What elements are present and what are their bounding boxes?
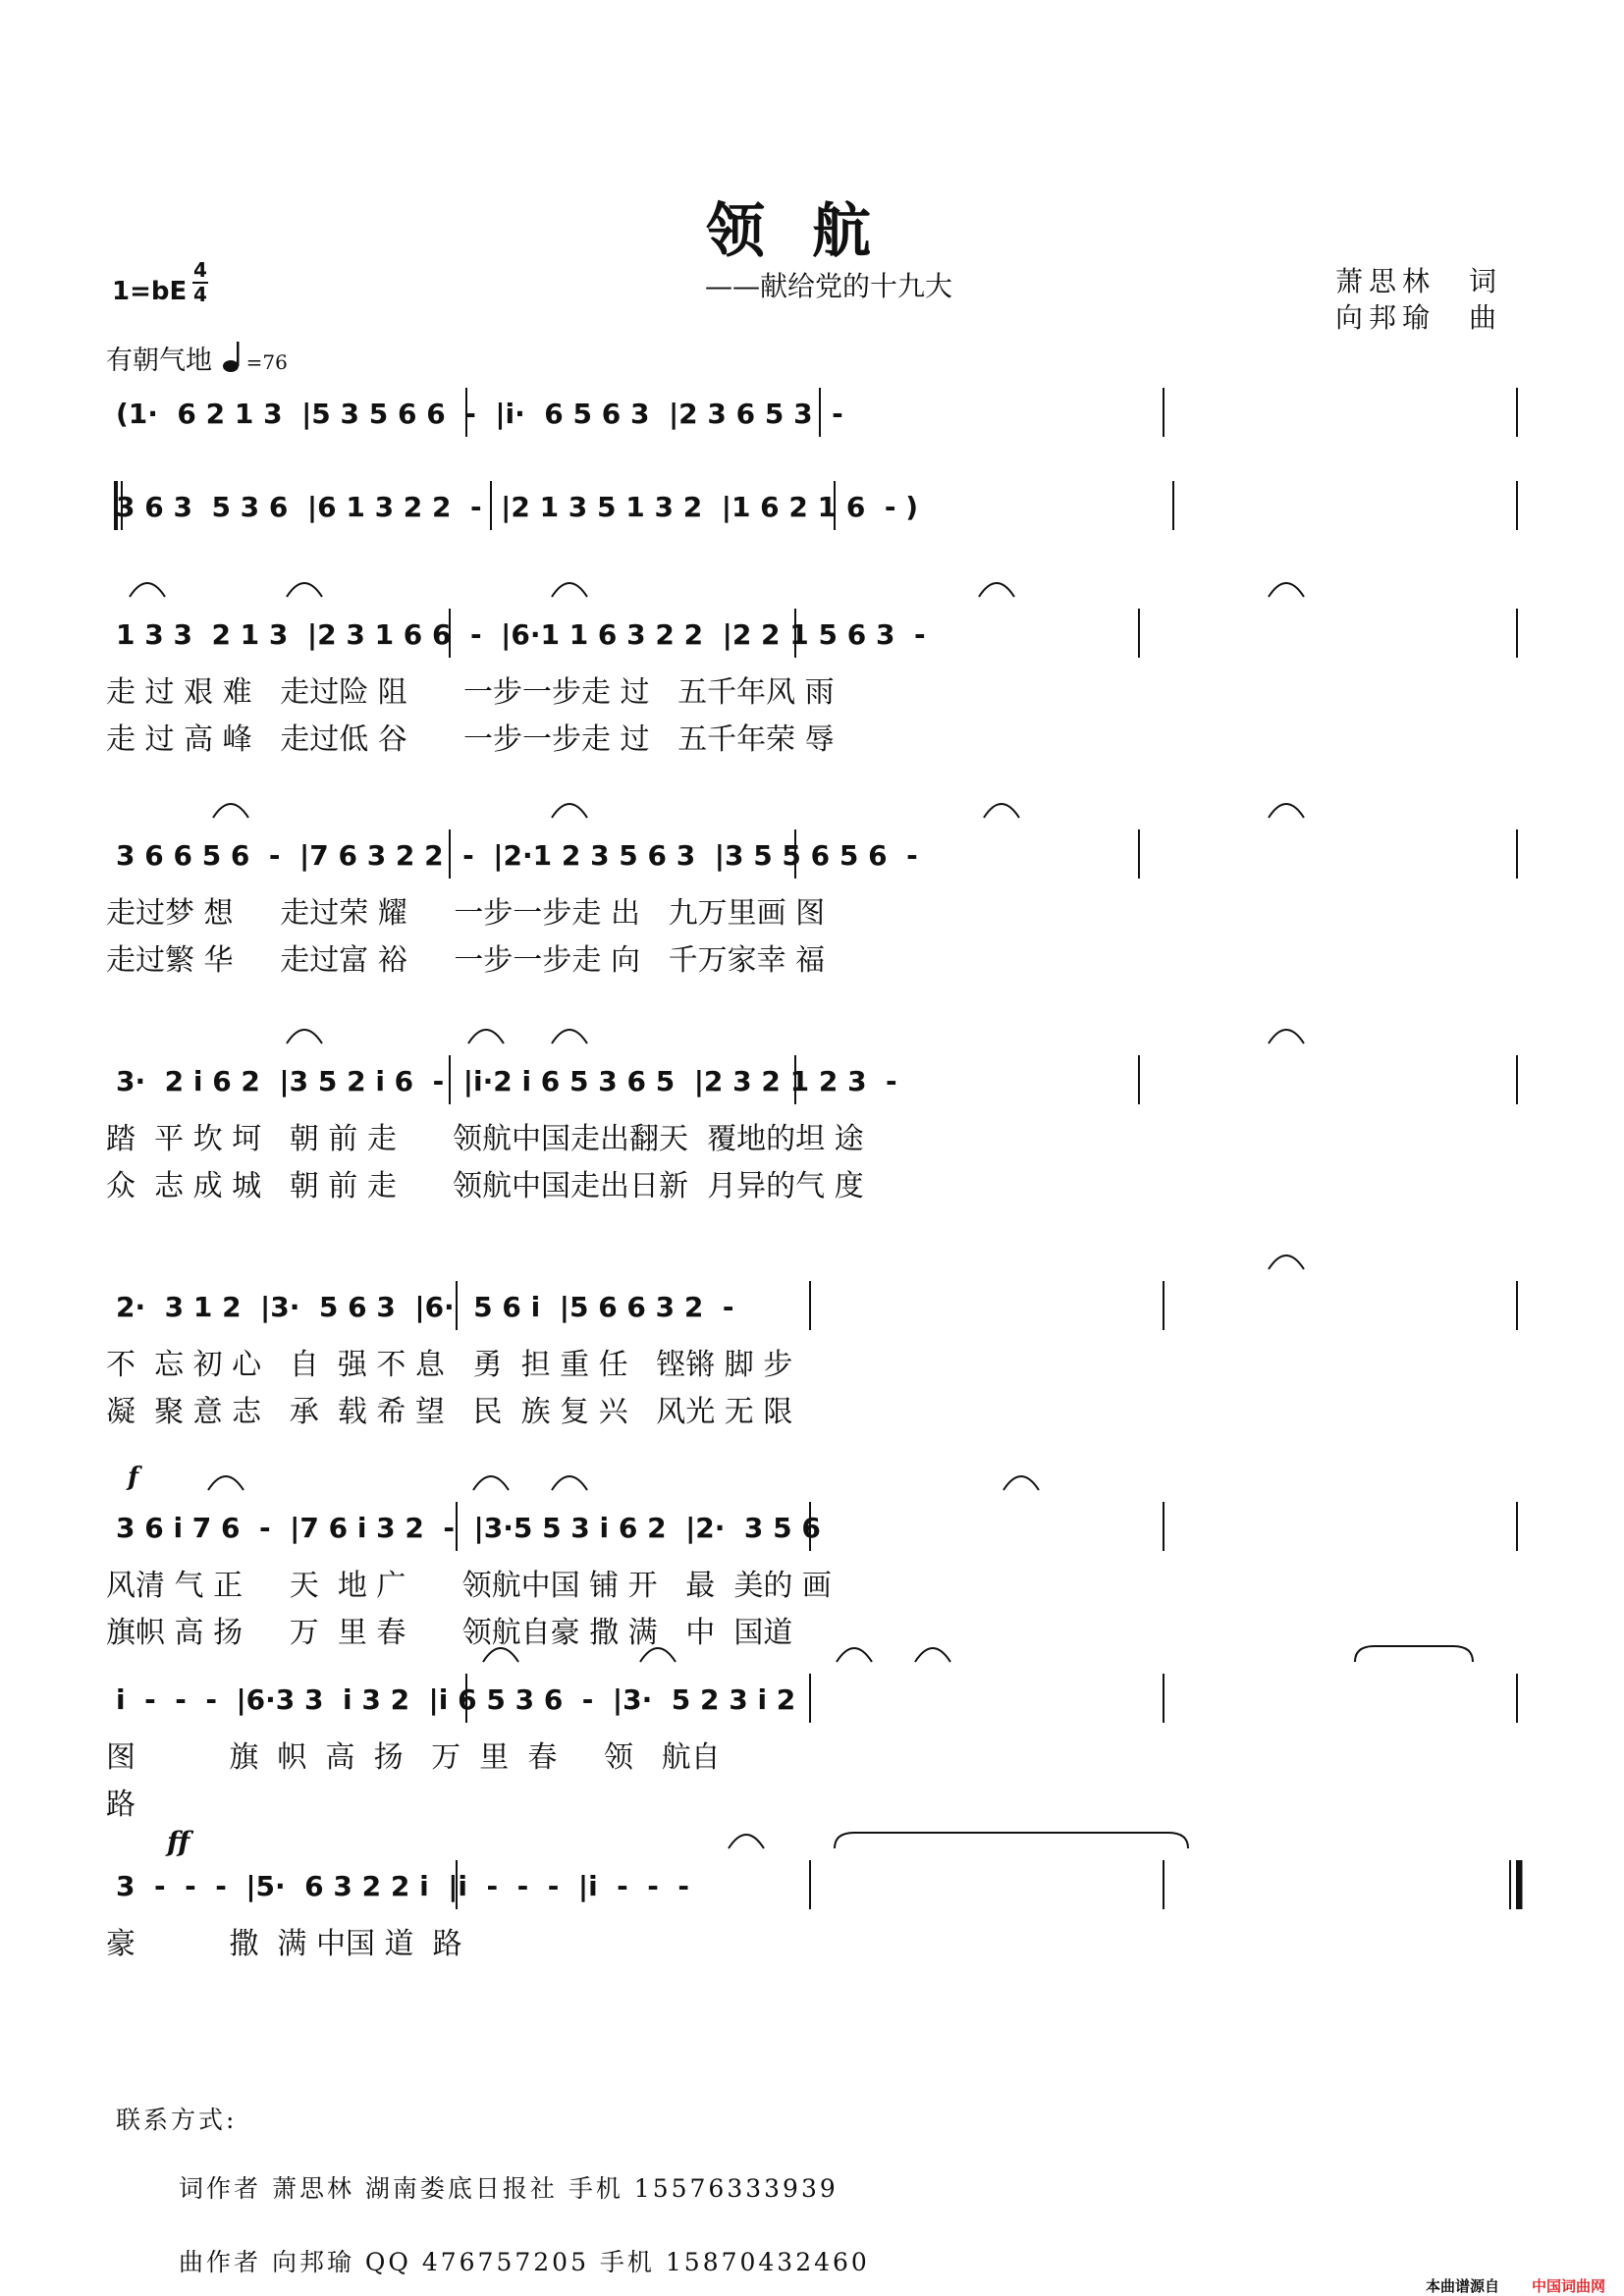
notation-row: 3 - - - |5· 6 3 2 2 i |i - - - |i - - - bbox=[116, 1870, 690, 1902]
lyricist-credit: 萧思林 词 bbox=[1335, 265, 1503, 297]
slur-arc bbox=[287, 583, 322, 597]
dynamic-fortissimo: ff bbox=[167, 1826, 190, 1858]
lyric-line: 旗帜 高 扬 万 里 春 领航自豪 撒 满 中 国道 bbox=[106, 1616, 793, 1650]
slur-arc bbox=[979, 583, 1014, 597]
lyric-line: 走过梦 想 走过荣 耀 一步一步走 出 九万里画 图 bbox=[106, 896, 826, 931]
lyric-line: 走 过 高 峰 走过低 谷 一步一步走 过 五千年荣 辱 bbox=[106, 722, 835, 757]
composer-credit: 向邦瑜 曲 bbox=[1335, 301, 1503, 334]
slur-arc bbox=[287, 1030, 322, 1043]
tie-arc bbox=[1355, 1646, 1473, 1662]
slur-arc bbox=[468, 1030, 504, 1043]
slur-arc bbox=[729, 1835, 764, 1848]
lyric-line: 走过繁 华 走过富 裕 一步一步走 向 千万家幸 福 bbox=[106, 943, 826, 978]
time-signature-top: 4 bbox=[193, 258, 207, 282]
notation-row: (1· 6 2 1 3 |5 3 5 6 6 - |i· 6 5 6 3 |2 3 6 5 3 - bbox=[116, 398, 843, 430]
lyric-line: 凝 聚 意 志 承 载 希 望 民 族 复 兴 风光 无 限 bbox=[106, 1395, 793, 1429]
slur-arc bbox=[552, 583, 587, 597]
slur-arc bbox=[1269, 583, 1304, 597]
footer-source-label: 本曲谱源自 bbox=[1426, 2277, 1500, 2295]
notation-row: 3· 2 i 6 2 |3 5 2 i 6 - |i·2 i 6 5 3 6 5 |2 3 2 1 2 3 - bbox=[116, 1065, 897, 1097]
notation-row: 3 6 6 5 6 - |7 6 3 2 2 - |2·1 2 3 5 6 3 |3 5 5 6 5 6 - bbox=[116, 839, 918, 872]
slur-arc bbox=[213, 804, 248, 818]
slurs bbox=[130, 583, 1473, 1848]
slur-arc bbox=[915, 1648, 950, 1662]
slur-arc bbox=[984, 804, 1019, 818]
slur-arc bbox=[1003, 1476, 1039, 1490]
notation-row: 3 6 i 7 6 - |7 6 i 3 2 - |3·5 5 3 i 6 2 |2· 3 5 6 bbox=[116, 1512, 821, 1544]
slur-arc bbox=[130, 583, 165, 597]
lyric-line: 踏 平 坎 坷 朝 前 走 领航中国走出翻天 覆地的坦 途 bbox=[106, 1122, 864, 1156]
slur-arc bbox=[552, 804, 587, 818]
song-title: 领航 bbox=[706, 197, 918, 266]
notation-row: 3 6 3 5 3 6 |6 1 3 2 2 - |2 1 3 5 1 3 2 |1 6 2 1 6 - ) bbox=[116, 491, 919, 523]
lyric-line: 风清 气 正 天 地 广 领航中国 铺 开 最 美的 画 bbox=[106, 1569, 832, 1603]
slur-arc bbox=[640, 1648, 676, 1662]
barlines bbox=[116, 388, 1520, 1909]
slur-arc bbox=[552, 1030, 587, 1043]
lyric-line: 图 旗 帜 高 扬 万 里 春 领 航自 bbox=[106, 1740, 721, 1775]
lyric-line: 不 忘 初 心 自 强 不 息 勇 担 重 任 铿锵 脚 步 bbox=[106, 1348, 793, 1382]
lyric-line: 走 过 艰 难 走过险 阻 一步一步走 过 五千年风 雨 bbox=[106, 675, 835, 710]
tie-arc bbox=[835, 1833, 1188, 1848]
footer-site-link[interactable]: 中国词曲网 bbox=[1532, 2277, 1606, 2295]
composer-contact: 曲作者 向邦瑜 QQ 476757205 手机 15870432460 bbox=[179, 2248, 870, 2276]
slur-arc bbox=[552, 1476, 587, 1490]
slur-arc bbox=[473, 1476, 509, 1490]
slur-arc bbox=[483, 1648, 518, 1662]
tempo-text: 有朝气地 bbox=[106, 346, 212, 376]
lyric-line: 豪 撒 满 中国 道 路 bbox=[106, 1927, 462, 1961]
lyric-line: 路 bbox=[106, 1788, 135, 1822]
song-subtitle: ——献给党的十九大 bbox=[705, 270, 953, 302]
key-signature: 1=bE bbox=[112, 277, 188, 306]
time-signature-bottom: 4 bbox=[193, 283, 207, 306]
slur-arc bbox=[208, 1476, 244, 1490]
lyricist-contact: 词作者 萧思林 湖南娄底日报社 手机 15576333939 bbox=[179, 2174, 839, 2203]
contact-heading: 联系方式: bbox=[116, 2106, 238, 2134]
slur-arc bbox=[1269, 1030, 1304, 1043]
tempo-value: =76 bbox=[245, 350, 288, 374]
slur-arc bbox=[1269, 1255, 1304, 1269]
slur-arc bbox=[837, 1648, 872, 1662]
notation-row: 2· 3 1 2 |3· 5 6 3 |6· 5 6 i |5 6 6 3 2 - bbox=[116, 1291, 734, 1323]
slur-arc bbox=[1269, 804, 1304, 818]
notation-row: 1 3 3 2 1 3 |2 3 1 6 6 - |6·1 1 6 3 2 2 |2 2 1 5 6 3 - bbox=[116, 618, 926, 651]
lyric-line: 众 志 成 城 朝 前 走 领航中国走出日新 月异的气 度 bbox=[106, 1169, 864, 1203]
dynamic-forte: f bbox=[128, 1463, 139, 1492]
notation-row: i - - - |6·3 3 i 3 2 |i 6 5 3 6 - |3· 5 2 3 i 2 bbox=[116, 1683, 796, 1716]
